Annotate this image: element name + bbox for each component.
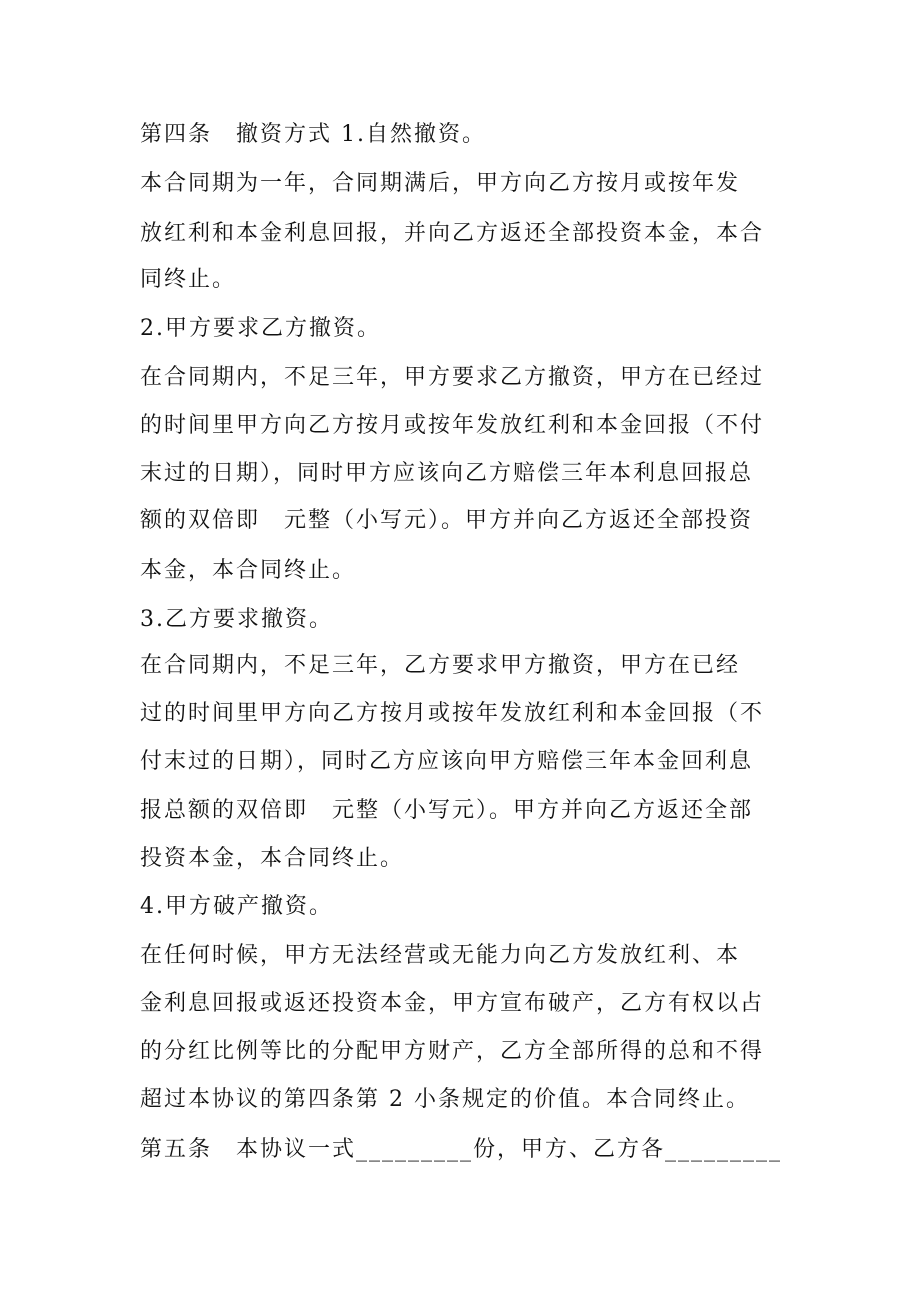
paragraph-line: 付末过的日期），同时乙方应该向甲方赔偿三年本金回利息 (140, 749, 754, 774)
paragraph-line: 过的时间里甲方向乙方按月或按年发放红利和本金回报（不 (140, 701, 765, 726)
paragraph-line: 额的双倍即 元整（小写元）。甲方并向乙方返还全部投资 (140, 508, 754, 533)
clause-3-heading: 3.乙方要求撤资。 (140, 607, 333, 632)
paragraph-line: 的时间里甲方向乙方按月或按年发放红利和本金回报（不付 (140, 413, 765, 438)
clause-4-heading: 4.甲方破产撤资。 (140, 894, 333, 919)
paragraph-line: 金利息回报或返还投资本金，甲方宣布破产，乙方有权以占 (140, 991, 765, 1016)
paragraph-line: 在合同期内，不足三年，甲方要求乙方撤资，甲方在已经过 (140, 365, 765, 390)
paragraph-line: 本金，本合同终止。 (140, 558, 357, 583)
paragraph-line: 报总额的双倍即 元整（小写元）。甲方并向乙方返还全部 (140, 798, 754, 823)
clause-2-heading: 2.甲方要求乙方撤资。 (140, 316, 381, 341)
paragraph-line: 的分红比例等比的分配甲方财产，乙方全部所得的总和不得 (140, 1039, 765, 1064)
paragraph-line: 末过的日期），同时甲方应该向乙方赔偿三年本利息回报总 (140, 461, 754, 486)
article-4-heading: 第四条 撤资方式 1.自然撤资。 (140, 122, 486, 147)
paragraph-line: 投资本金，本合同终止。 (140, 846, 405, 871)
paragraph-line: 本合同期为一年，合同期满后，甲方向乙方按月或按年发 (140, 171, 741, 196)
paragraph-line: 在合同期内，不足三年，乙方要求甲方撤资，甲方在已经 (140, 653, 741, 678)
article-5-line: 第五条 本协议一式_________份，甲方、乙方各_________ (140, 1137, 783, 1162)
paragraph-line: 放红利和本金利息回报，并向乙方返还全部投资本金，本合 (140, 221, 765, 246)
paragraph-line: 在任何时候，甲方无法经营或无能力向乙方发放红利、本 (140, 943, 741, 968)
paragraph-line: 同终止。 (140, 267, 237, 292)
paragraph-line: 超过本协议的第四条第 2 小条规定的价值。本合同终止。 (140, 1087, 750, 1112)
